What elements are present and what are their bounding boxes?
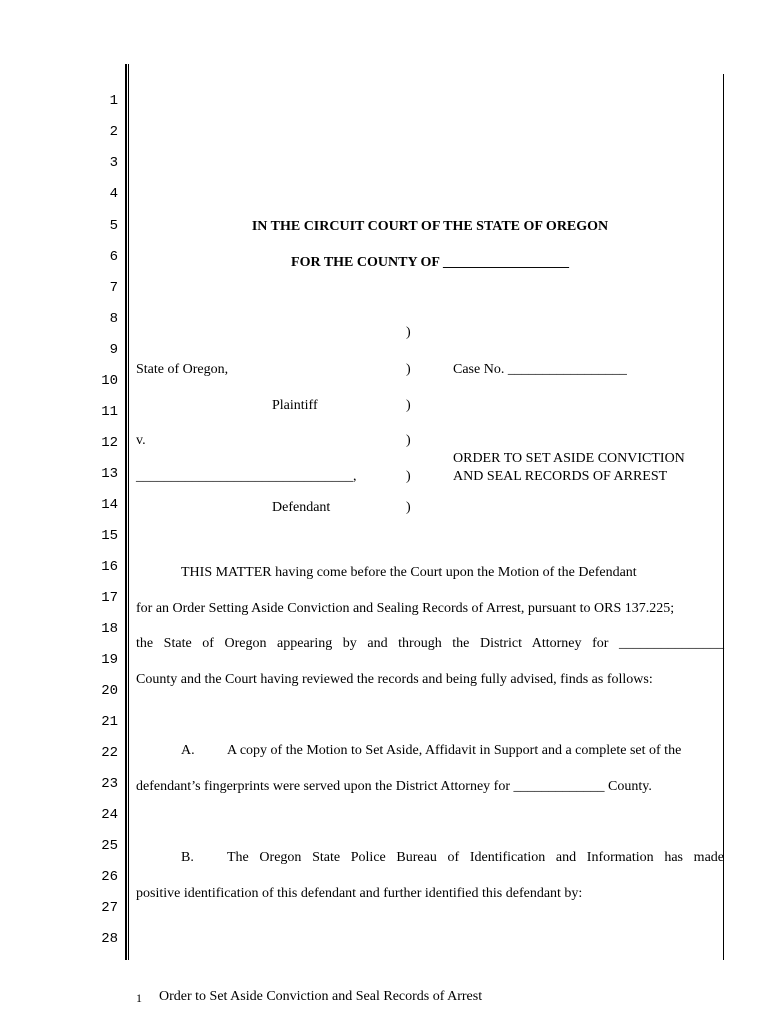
finding-a-line: defendant’s fingerprints were served upon the District Attorney for _____________ County. [136,779,652,794]
line-number: 16 [101,559,118,575]
order-title-line2: AND SEAL RECORDS OF ARREST [453,469,668,484]
line-number: 10 [101,373,118,389]
line-number: 23 [101,776,118,792]
line-number: 24 [101,807,118,823]
finding-b-line: The Oregon State Police Bureau of Identification and Information has made [227,850,724,865]
finding-b-line: positive identification of this defendant and further identified this defendant by: [136,886,583,901]
line-number: 6 [109,249,118,265]
plaintiff-label: Plaintiff [272,398,318,413]
line-number: 4 [109,186,118,202]
caption-paren: ) [406,500,411,515]
line-number: 20 [101,683,118,699]
plaintiff-name: State of Oregon, [136,362,229,377]
footer-page-number: 1 [136,991,142,1005]
line-number: 17 [101,590,118,606]
line-number: 2 [109,124,118,140]
caption-paren: ) [406,433,411,448]
court-heading: IN THE CIRCUIT COURT OF THE STATE OF OREGON [251,219,609,234]
county-heading: FOR THE COUNTY OF __________________ [291,255,569,270]
versus: v. [136,433,146,448]
caption-paren: ) [406,398,411,413]
finding-b-label: B. [181,850,194,865]
line-number: 15 [101,528,118,544]
line-number: 27 [101,900,118,916]
line-number: 28 [101,931,118,947]
body-paragraph-line: the State of Oregon appearing by and through the District Attorney for _______________ [136,636,724,651]
line-number: 12 [101,435,118,451]
caption-paren: ) [406,362,411,377]
left-margin-rule-inner [128,64,129,960]
line-number: 1 [109,93,118,109]
line-number: 13 [101,466,118,482]
body-paragraph-line: THIS MATTER having come before the Court upon the Motion of the Defendant [181,565,637,580]
footer-title: Order to Set Aside Conviction and Seal Records of Arrest [159,989,483,1004]
line-number: 9 [109,342,118,358]
line-number: 11 [101,404,118,420]
line-number: 19 [101,652,118,668]
finding-a-label: A. [181,743,195,758]
finding-a-line: A copy of the Motion to Set Aside, Affidavit in Support and a complete set of the [227,743,682,758]
body-paragraph-line: for an Order Setting Aside Conviction and Sealing Records of Arrest, pursuant to ORS 137.225; [136,601,675,616]
line-number: 21 [101,714,118,730]
line-number: 14 [101,497,118,513]
left-margin-rule [125,64,127,960]
case-number: Case No. _________________ [453,362,627,377]
line-number: 8 [109,311,118,327]
order-title-line1: ORDER TO SET ASIDE CONVICTION [453,451,685,466]
defendant-name-blank: _______________________________, [136,469,357,484]
right-margin-rule [723,74,724,960]
caption-paren: ) [406,469,411,484]
defendant-label: Defendant [272,500,331,515]
line-number: 7 [109,280,118,296]
caption-paren: ) [406,325,411,340]
line-number: 5 [109,218,118,234]
line-number: 26 [101,869,118,885]
line-number: 3 [109,155,118,171]
line-number: 25 [101,838,118,854]
body-paragraph-line: County and the Court having reviewed the records and being fully advised, finds as follows: [136,672,653,687]
line-number: 22 [101,745,118,761]
line-number: 18 [101,621,118,637]
